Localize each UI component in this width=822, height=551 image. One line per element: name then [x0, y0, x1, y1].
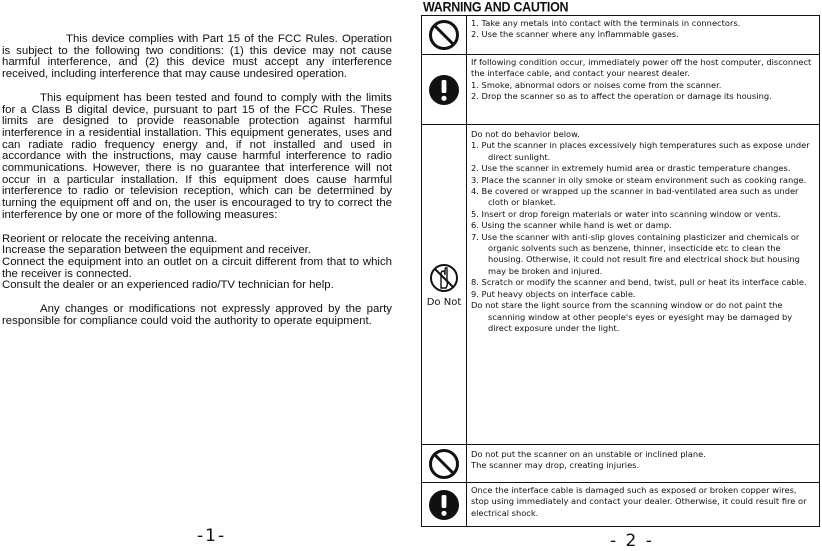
- fcc-statement: [2, 34, 392, 327]
- warning-title: WARNING AND CAUTION: [423, 0, 569, 15]
- list-item: 1. Put the scanner in places excessively high temperatures such as expose under direct sunlight.: [471, 140, 810, 162]
- warning-line: 2. Drop the scanner so as to affect the operation or damage its housing.: [471, 91, 772, 102]
- warning-line: If following condition occur, immediately power off the host computer, disconnect the interface cable, and contact your nearest dealer.: [471, 57, 812, 79]
- prohibition-icon: [428, 19, 460, 51]
- list-item: Do not stare the light source from the scanning window or do not paint the scanning window at other people's eyes or eyesight may be damaged by direct exposure under the light.: [471, 300, 793, 333]
- measure-item: Increase the separation between the equipment and receiver.: [2, 244, 312, 257]
- heading: Do not do behavior below.: [471, 129, 580, 139]
- measure-item: Reorient or relocate the receiving antenna.: [2, 232, 218, 245]
- warning-line: Do not put the scanner on an unstable or inclined plane.: [471, 449, 706, 459]
- warning-line: The scanner may drop, creating injuries.: [471, 460, 640, 471]
- list-item: 8. Scratch or modify the scanner and bend, twist, pull or heat its interface cable.: [471, 277, 807, 288]
- list-item: 4. Be covered or wrapped up the scanner in bad-ventilated area such as under cloth or blanket.: [471, 186, 799, 208]
- exclamation-icon: [428, 74, 460, 106]
- page-number-1: -1-: [197, 526, 227, 546]
- warning-row-4: [422, 445, 820, 483]
- measure-item: Consult the dealer or an experienced radio/TV technician for help.: [2, 279, 334, 292]
- warning-table: [421, 15, 820, 527]
- list-item: 6. Using the scanner while hand is wet or damp.: [471, 220, 672, 231]
- list-item: 2. Use the scanner in extremely humid area or drastic temperature changes.: [471, 163, 791, 174]
- exclamation-icon: [428, 489, 460, 521]
- page-number-2: - 2 -: [610, 531, 654, 551]
- warning-line: 1. Smoke, abnormal odors or noises come from the scanner.: [471, 79, 722, 90]
- warning-row-1: [422, 16, 820, 55]
- warning-row-3: [422, 125, 820, 445]
- fcc-paragraph-3: Any changes or modifications not expressly approved by the party responsible for compliance could void the authority to operate equipment.: [2, 303, 392, 327]
- warning-row-2: [422, 55, 820, 125]
- list-item: 5. Insert or drop foreign materials or water into scanning window or vents.: [471, 208, 781, 219]
- warning-row-5: [422, 483, 820, 527]
- prohibition-icon: [428, 448, 460, 480]
- warning-line: Once the interface cable is damaged such as exposed or broken copper wires, stop using immediately and contact your dealer. Otherwise, it could result fire or electrical shock.: [471, 485, 807, 518]
- do-not-label: Do Not: [426, 297, 462, 308]
- warning-line: 2. Use the scanner where any inflammable gases.: [471, 29, 679, 40]
- warning-line: 1. Take any metals into contact with the terminals in connectors.: [471, 18, 741, 28]
- list-item: 9. Put heavy objects on interface cable.: [471, 288, 636, 299]
- list-item: 7. Use the scanner with anti-slip gloves containing plasticizer and chemicals or organic solvents such as benzene, thinner, insecticide etc to clean the housing. Otherwise, it could not result fire and electrical shock but housing may be broken and injured.: [471, 231, 800, 276]
- fcc-paragraph-2: This equipment has been tested and found to comply with the limits for a Class B digital device, pursuant to part 15 of the FCC Rules. These limits are designed to provide reasonable protection against harmful interference in a residential installation. This equipment generates, uses and can radiate radio frequency energy and, if not installed and used in accordance with the instructions, may cause harmful interference to radio communications. However, there is no guarantee that interference will not occur in a particular installation. If this equipment does cause harmful interference to radio or television reception, which can be determined by turning the equipment off and on, the user is encouraged to try to correct the interference by one or more of the following measures:: [2, 91, 392, 221]
- measure-item: Connect the equipment into an outlet on a circuit different from that to which the receiver is connected.: [2, 255, 392, 280]
- do-not-touch-icon: [429, 261, 459, 295]
- fcc-paragraph-1: This device complies with Part 15 of the FCC Rules. Operation is subject to the following two conditions: (1) this device may not cause harmful interference, and (2) this device must accept any interference received, including interference that may cause undesired operation.: [2, 33, 392, 81]
- list-item: 3. Place the scanner in oily smoke or steam environment such as cooking range.: [471, 174, 807, 185]
